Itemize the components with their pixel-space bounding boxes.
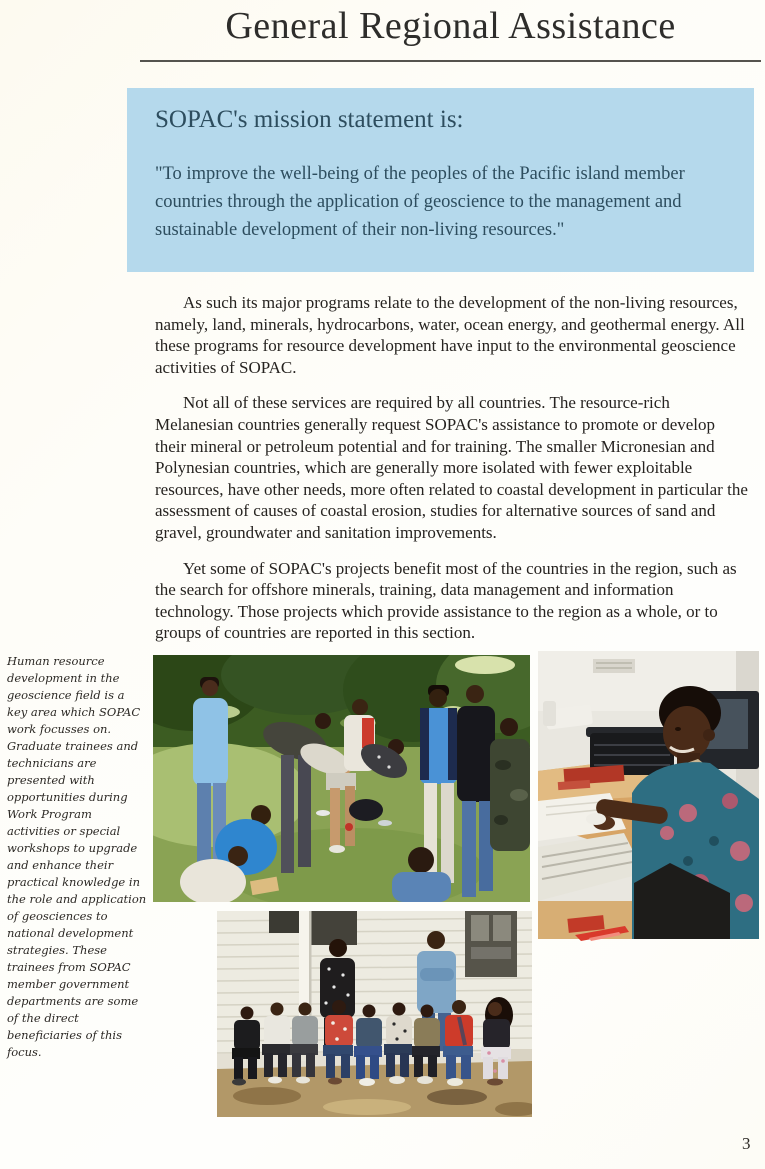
page-title: General Regional Assistance — [225, 5, 676, 47]
red-pen-mark — [575, 924, 630, 946]
trainee-at-computer-photo — [538, 651, 759, 939]
body-paragraph-2: Not all of these services are required by all countries. The resource-rich Melanesian countries generally request SOPAC's assistance to promote or develop their mineral or petroleum potential and for training. The smaller Micronesian and Polynesian countries, which are generally more isolated with fewer exploitable resources, have other needs, more often related to coastal development in particular the assessment of causes of coastal erosion, studies for alternative sources of sand and gravel, groundwater and sanitation improvements. — [155, 393, 748, 542]
title-divider-rule — [140, 60, 761, 62]
window-left — [269, 911, 299, 933]
body-paragraph-1: As such its major programs relate to the development of the non-living resources, namely, land, minerals, hydrocarbons, water, ocean energy, and geothermal energy. All these programs for resource development have input to the environmental geoscience activities of SOPAC. — [155, 293, 745, 377]
mission-heading: SOPAC's mission statement is: — [155, 106, 464, 133]
field-training-group-photo — [153, 655, 530, 902]
page-header — [140, 4, 761, 48]
body-paragraph-3: Yet some of SOPAC's projects benefit most of the countries in the region, such as the search for offshore minerals, training, data management and information technology. Those projects which provide assistance to the region as a whole, or to groups of countries are reported in this section. — [155, 558, 737, 643]
mission-quote: "To improve the well-being of the peoples of the Pacific island member countries through the application of geoscience to the management and sustainable development of their non-living resources." — [155, 164, 685, 240]
window-center — [311, 911, 357, 945]
mission-statement-box — [127, 88, 754, 272]
page-number: 3 — [742, 1134, 751, 1153]
trainee-black-polo — [457, 685, 495, 897]
body-text-column — [155, 292, 749, 658]
trainees-outside-building-photo — [217, 911, 532, 1117]
sidebar-margin-note: Human resource development in the geoscience field is a key area which SOPAC work focusses on. Graduate trainees and technicians are presented with opportunities during Work Program activities or special workshops to upgrade and enhance their practical knowledge in the role and application of geosciences to national development strategies. These trainees from SOPAC member government departments are some of the direct beneficiaries of this focus. — [7, 654, 147, 1059]
